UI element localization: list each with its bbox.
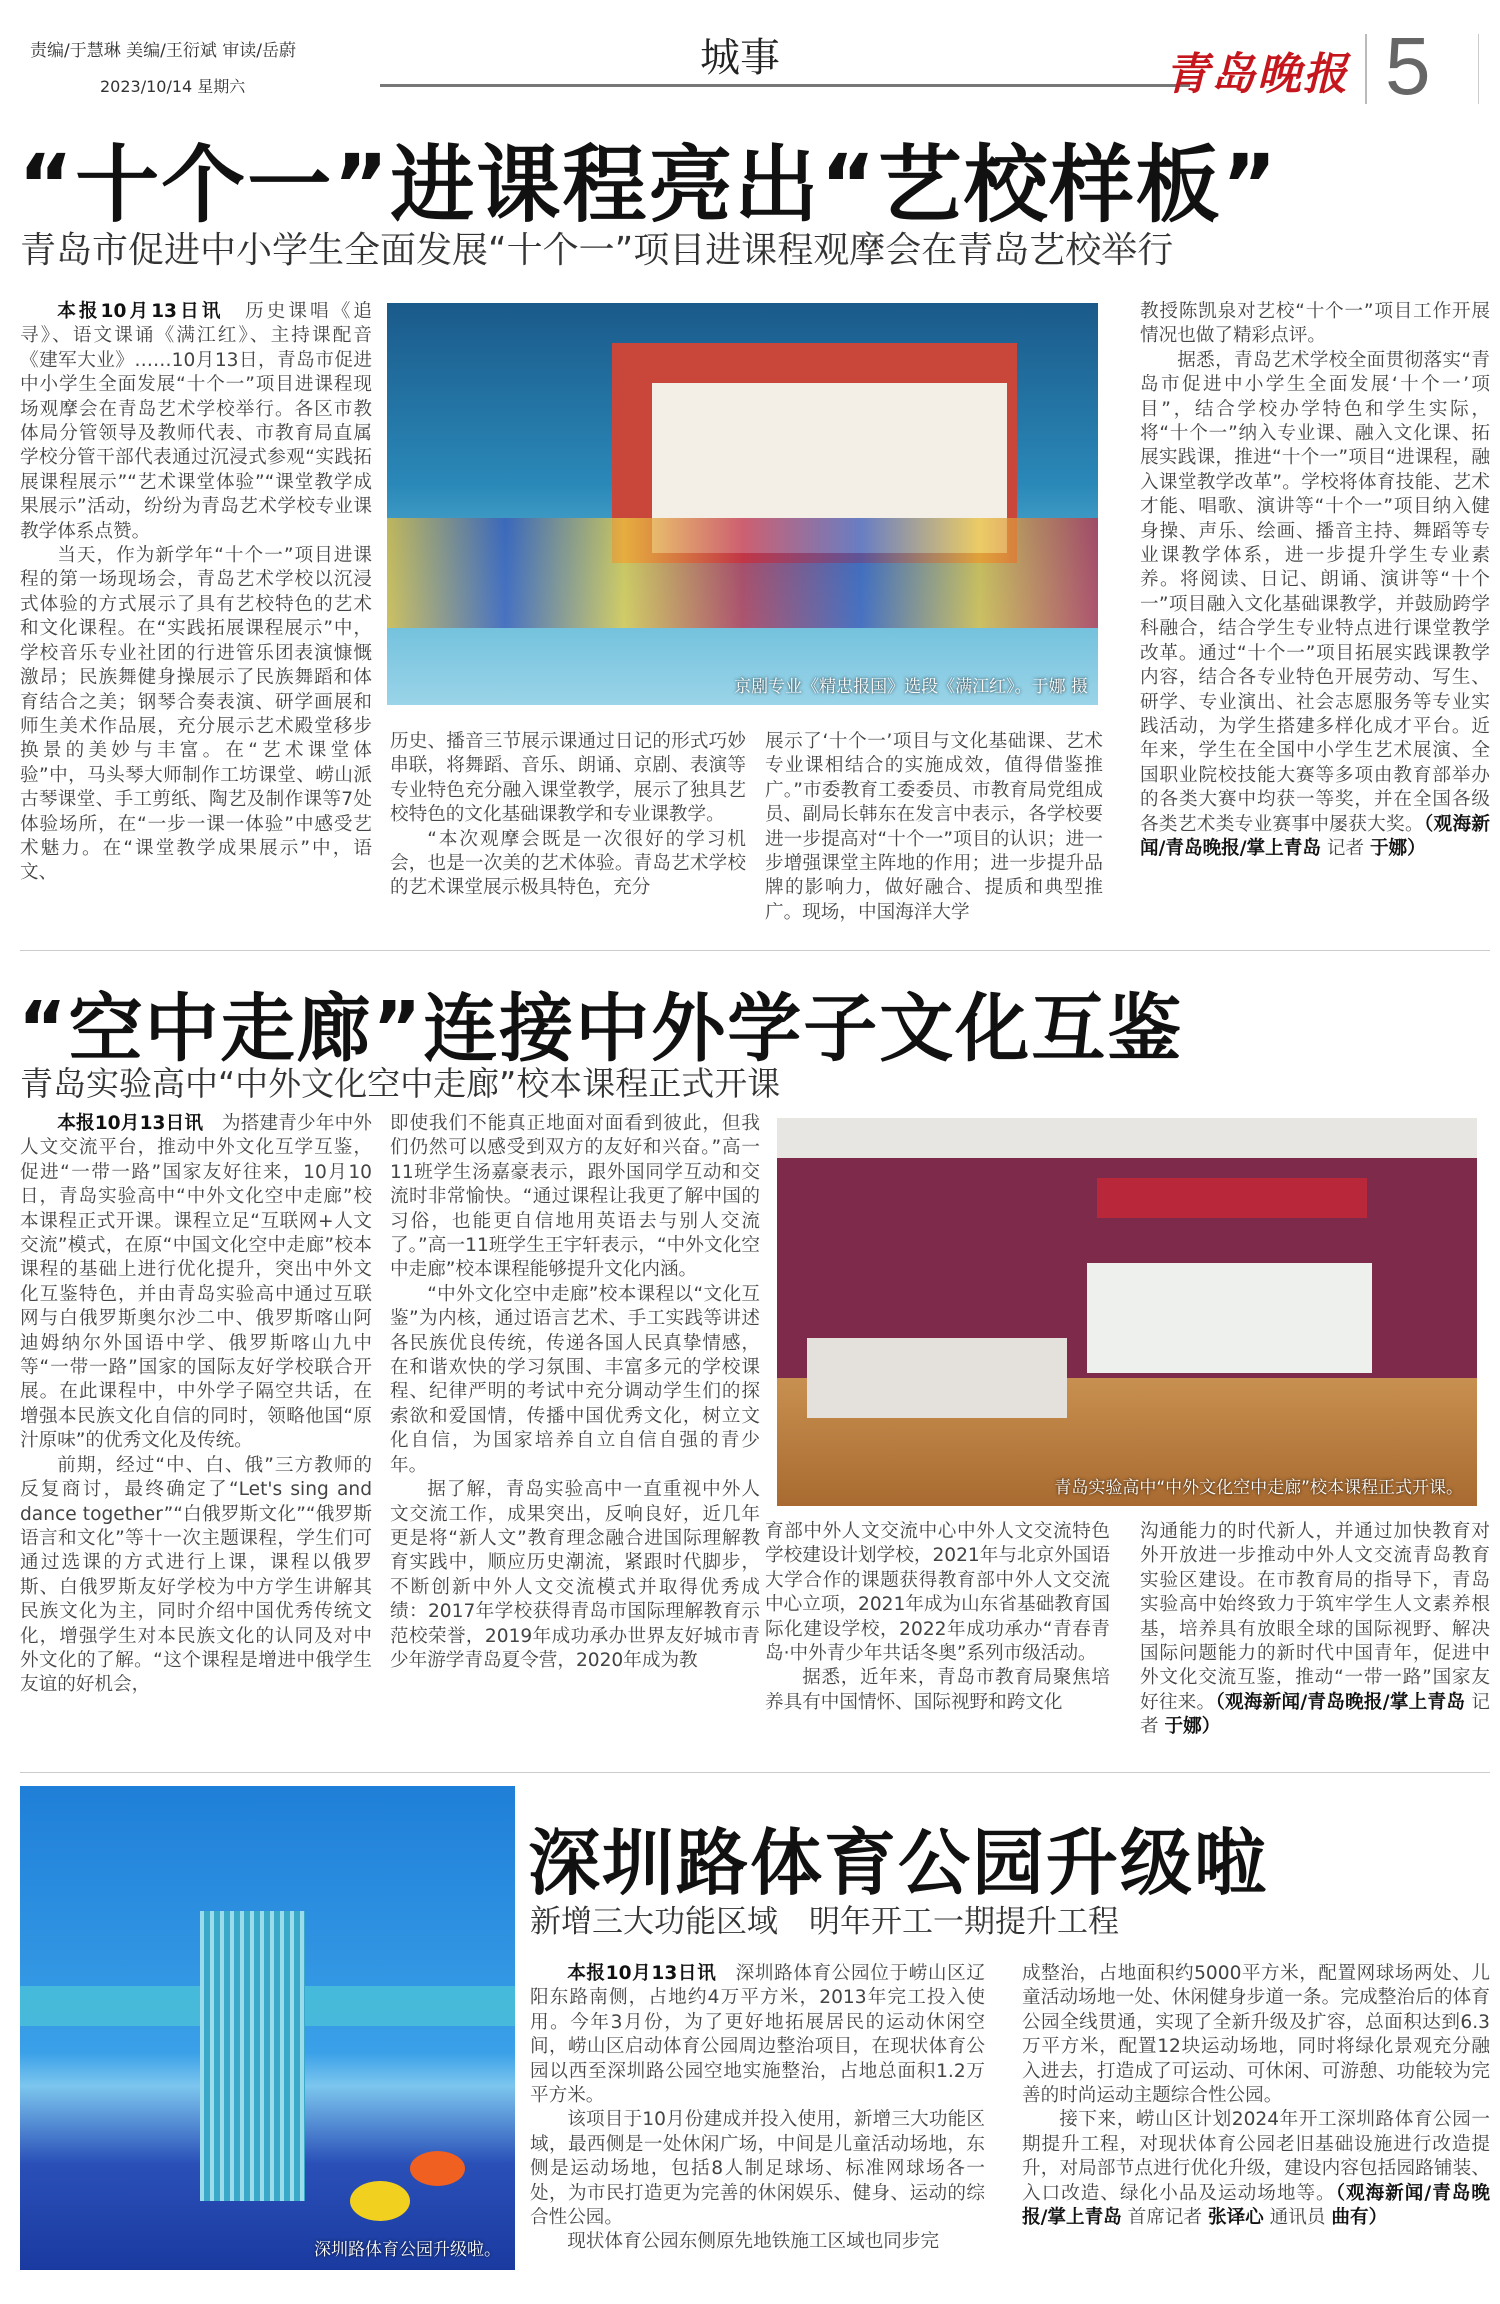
article-3-subtitle: 新增三大功能区域 明年开工一期提升工程: [530, 1904, 1119, 1940]
paragraph-text: 深圳路体育公园位于崂山区辽阳东路南侧，占地约4万平方米，2013年完工投入使用。今年3月份，为了更好地拓展居民的运动休闲空间，崂山区启动体育公园周边整治项目，在现状体育公园以西至深圳路公园空地实施整治，占地总面积1.2万平方米。: [530, 1963, 985, 2107]
article-2-column-3: [765, 1520, 1110, 1760]
article-1-column-4: [1140, 300, 1490, 935]
spiral-tower: [200, 1911, 305, 2201]
paragraph-text: 当天，作为新学年“十个一”项目进课程的第一场现场会，青岛艺术学校以沉浸式体验的方式展示了具有艺校特色的艺术和文化课程。在“实践拓展课程展示”中，学校音乐专业社团的行进管乐团表演慷慨激昂；民族舞健身操展示了民族舞蹈和体育结合之美；钢琴合奏表演、研学画展和师生美术作品展，充分展示艺术殿堂移步换景的美妙与丰富。在“艺术课堂体验”中，马头琴大师制作工坊课堂、崂山派古琴课堂、手工剪纸、陶艺及制作课等7处体验场所，在“一步一课一体验”中感受艺术魅力。在“课堂教学成果展示”中，语文、: [20, 545, 372, 884]
article-1-column-2: [390, 730, 746, 935]
body-paragraph: [1022, 2108, 1490, 2230]
paragraph-text: 接下来，崂山区计划2024年开工深圳路体育公园一期提升工程，对现状体育公园老旧基础设施进行改造提升，对局部节点进行优化升级，建设内容包括园路铺装、入口改造、绿化小品及运动场地等。: [1022, 2109, 1490, 2204]
article-1-headline: “十个一”进课程亮出“艺校样板”: [18, 136, 1279, 234]
byline: 通讯员: [1263, 2207, 1332, 2229]
student-desks: [807, 1338, 1067, 1418]
body-paragraph: [765, 730, 1103, 925]
byline: 于娜）: [1369, 837, 1426, 859]
body-paragraph: [530, 2108, 985, 2230]
body-paragraph: [20, 544, 372, 886]
body-paragraph: [530, 1962, 985, 2108]
article-1-column-1: [20, 300, 372, 935]
editor-credits: 责编/于慧琳 美编/王衍斌 审读/岳蔚: [30, 41, 296, 61]
header-divider-vertical: [1365, 34, 1367, 104]
byline: 张译心: [1207, 2207, 1264, 2229]
classroom-banner: [1097, 1178, 1367, 1218]
byline: （观海新闻/青岛晚报/掌上青岛: [1022, 2182, 1490, 2229]
byline: 记者: [1320, 837, 1370, 859]
body-paragraph: [1022, 1962, 1490, 2108]
photo-caption: 京剧专业《精忠报国》选段《满江红》。于娜 摄: [734, 677, 1088, 697]
body-paragraph: [390, 1112, 760, 1283]
opera-performers: [387, 518, 1098, 628]
article-2-photo: [777, 1118, 1477, 1506]
photo-caption: 青岛实验高中“中外文化空中走廊”校本课程正式开课。: [1054, 1478, 1463, 1498]
dateline: 本报10月13日讯: [57, 301, 246, 322]
article-2-column-2: [390, 1112, 760, 1760]
dateline: 本报10月13日讯: [567, 1963, 736, 1984]
classroom-whiteboard: [1087, 1263, 1372, 1373]
paragraph-text: 现状体育公园东侧原先地铁施工区域也同步完: [567, 2231, 940, 2253]
paragraph-text: 据了解，青岛实验高中一直重视中外人文交流工作，成果突出，反响良好，近几年更是将“新人文”教育理念融合进国际理解教育实践中，顺应历史潮流，紧跟时代脚步，不断创新中外人文交流模式并取得优秀成绩：2017年学校获得青岛市国际理解教育示范校荣誉，2019年成功承办世界友好城市青少年游学青岛夏令营，2020年成为教: [390, 1479, 760, 1671]
article-1-photo: [387, 303, 1098, 705]
body-paragraph: [20, 300, 372, 544]
article-2-subtitle: 青岛实验高中“中外文化空中走廊”校本课程正式开课: [20, 1064, 781, 1103]
body-paragraph: [390, 730, 746, 828]
paragraph-text: 据悉，青岛艺术学校全面贯彻落实“青岛市促进中小学生全面发展‘十个一’项目”，结合学校办学特色和学生实际，将“十个一”纳入专业课、融入文化课、拓展实践课，推进“十个一”项目“进课程，融入课堂教学改革”。学校将体育技能、艺术才能、唱歌、演讲等“十个一”项目纳入健身操、声乐、绘画、播音主持、舞蹈等专业课教学体系，进一步提升学生专业素养。将阅读、日记、朗诵、演讲等“十个一”项目融入文化基础课教学，并鼓励跨学科融合，结合学生专业特点进行课堂教学改革。通过“十个一”项目拓展实践课教学内容，结合各专业特色开展劳动、写生、研学、专业演出、社会志愿服务等专业实践活动，为学生搭建多样化成才平台。近年来，学生在全国中小学生艺术展演、全国职业院校技能大赛等多项由教育部举办的各类大赛中均获一等奖，并在全国各级各类艺术类专业赛事中屡获大奖。: [1140, 349, 1490, 835]
duck-seat: [350, 2181, 410, 2221]
paragraph-text: 即使我们不能真正地面对面看到彼此，但我们仍然可以感受到双方的友好和兴奋。”高一11班学生汤嘉豪表示，跟外国同学互动和交流时非常愉快。“通过课程让我更了解中国的习俗，也能更自信地用英语去与别人交流了。”高一11班学生王宇轩表示，“中外文化空中走廊”校本课程能够提升文化内涵。: [390, 1113, 760, 1281]
byline: （观海新闻/青岛晚报/掌上青岛: [1215, 1691, 1466, 1713]
issue-date: 2023/10/14 星期六: [100, 77, 246, 96]
paragraph-text: 育部中外人文交流中心中外人文交流特色学校建设计划学校，2021年与北京外国语大学合作的课题获得教育部中外人文交流中心立项，2021年成为山东省基础教育国际化建设学校，2022年成功承办“青春青岛·中外青少年共话冬奥”系列市级活动。: [765, 1521, 1110, 1665]
body-paragraph: [20, 1454, 372, 1698]
body-paragraph: [530, 2230, 985, 2254]
byline: 于娜）: [1164, 1716, 1221, 1738]
paragraph-text: 前期，经过“中、白、俄”三方教师的反复商讨，最终确定了“Let's sing and dance together”“白俄罗斯文化”“俄罗斯语言和文化”等十一次主题课程，学生们可通过选课的方式进行上课，课程以俄罗斯、白俄罗斯友好学校为中方学生讲解其民族文化为主，同时介绍中国优秀传统文化，增强学生对本民族文化的认同及对中外文化的了解。“这个课程是增进中俄学生友谊的好机会，: [20, 1454, 372, 1696]
body-paragraph: [390, 828, 746, 901]
byline: 曲有）: [1331, 2207, 1388, 2229]
section-title: 城事: [700, 35, 780, 81]
paragraph-text: 成整治，占地面积约5000平方米，配置网球场两处、儿童活动场地一处、休闲健身步道一条。完成整治后的体育公园全线贯通，实现了全新升级及扩容，总面积达到6.3万平方米，配置12块运动场地，同时将绿化景观充分融入进去，打造成了可运动、可休闲、可游憩、功能较为完善的时尚运动主题综合性公园。: [1022, 1963, 1490, 2107]
article-2-column-4: [1140, 1520, 1490, 1760]
article-3-column-2: [1022, 1962, 1490, 2262]
article-1-column-3: [765, 730, 1103, 935]
paragraph-text: 该项目于10月份建成并投入使用，新增三大功能区域，最西侧是一处休闲广场，中间是儿童活动场地，东侧是运动场地，包括8人制足球场、标准网球场各一处，为市民打造更为完善的休闲娱乐、健身、运动的综合性公园。: [530, 2109, 985, 2229]
body-paragraph: [1140, 300, 1490, 349]
duck-seat: [410, 2151, 465, 2186]
paragraph-text: 据悉，近年来，青岛市教育局聚焦培养具有中国情怀、国际视野和跨文化: [765, 1667, 1110, 1713]
paragraph-text: 为搭建青少年中外人文交流平台，推动中外文化互学互鉴，促进“一带一路”国家友好往来，10月10日，青岛实验高中“中外文化空中走廊”校本课程正式开课。课程立足“互联网+人文交流”模式，在原“中国文化空中走廊”校本课程的基础上进行优化提升，突出中外文化互鉴特色，并由青岛实验高中通过互联网与白俄罗斯奥尔沙二中、俄罗斯喀山阿迪姆纳尔外国语中学、俄罗斯喀山九中等“一带一路”国家的国际友好学校联合开展。在此课程中，中外学子隔空共话，在增强本民族文化自信的同时，领略他国“原汁原味”的优秀文化及传统。: [20, 1113, 372, 1452]
body-paragraph: [1140, 1520, 1490, 1740]
body-paragraph: [20, 1112, 372, 1454]
header-edge-line: [1478, 34, 1479, 104]
article-3-photo: [20, 1786, 515, 2270]
header-divider: [380, 84, 1190, 87]
byline: 首席记者: [1121, 2207, 1208, 2229]
dateline: 本报10月13日讯: [57, 1113, 222, 1134]
article-divider: [20, 1772, 1490, 1773]
body-paragraph: [390, 1478, 760, 1673]
paragraph-text: “本次观摩会既是一次很好的学习机会，也是一次美的艺术体验。青岛艺术学校的艺术课堂展示极具特色，充分: [390, 828, 746, 899]
body-paragraph: [390, 1283, 760, 1478]
byline: 记者: [1140, 1691, 1490, 1738]
classroom-ceiling: [777, 1118, 1477, 1158]
paragraph-text: 历史课唱《追寻》、语文课诵《满江红》、主持课配音《建军大业》……10月13日，青岛市促进中小学生全面发展“十个一”项目进课程现场观摩会在青岛艺术学校举行。各区市教体局分管领导及教师代表、市教育局直属学校分管干部代表通过沉浸式参观“实践拓展课程展示”“艺术课堂体验”“课堂教学成果展示”活动，纷纷为青岛艺术学校专业课教学体系点赞。: [20, 301, 372, 542]
body-paragraph: [765, 1520, 1110, 1666]
article-3-column-1: [530, 1962, 985, 2262]
paragraph-text: 展示了‘十个一’项目与文化基础课、艺术专业课相结合的实施成效，值得借鉴推广。”市委教育工委委员、市教育局党组成员、副局长韩东在发言中表示，各学校要进一步提高对“十个一”项目的认识；进一步增强课堂主阵地的作用；进一步提升品牌的影响力，做好融合、提质和典型推广。现场，中国海洋大学: [765, 731, 1103, 923]
paragraph-text: 历史、播音三节展示课通过日记的形式巧妙串联，将舞蹈、音乐、朗诵、京剧、表演等专业特色充分融入课堂教学，展示了独具艺校特色的文化基础课教学和专业课教学。: [390, 731, 746, 826]
body-paragraph: [1140, 349, 1490, 862]
paragraph-text: 教授陈凯泉对艺校“十个一”项目工作开展情况也做了精彩点评。: [1140, 301, 1490, 347]
article-1-subtitle: 青岛市促进中小学生全面发展“十个一”项目进课程观摩会在青岛艺校举行: [20, 230, 1174, 271]
paragraph-text: 沟通能力的时代新人，并通过加快教育对外开放进一步推动中外人文交流青岛教育实验区建设。在市教育局的指导下，青岛实验高中始终致力于筑牢学生人文素养根基，培养具有放眼全球的国际视野、解决国际问题能力的新时代中国青年，促进中外文化交流互鉴，推动“一带一路”国家友好往来。: [1140, 1521, 1490, 1713]
page-number: 5: [1385, 21, 1431, 112]
paragraph-text: “中外文化空中走廊”校本课程以“文化互鉴”为内核，通过语言艺术、手工实践等讲述各民族优良传统，传递各国人民真挚情感，在和谐欢快的学习氛围、丰富多元的学校课程、纪律严明的考试中充分调动学生们的探索欲和爱国情，传播中国优秀文化，树立文化自信，为国家培养自立自信自强的青少年。: [390, 1283, 760, 1476]
article-2-column-1: [20, 1112, 372, 1760]
article-3-headline: 深圳路体育公园升级啦: [528, 1821, 1269, 1905]
photo-caption: 深圳路体育公园升级啦。: [314, 2240, 501, 2260]
article-divider: [20, 950, 1490, 951]
byline: （观海新闻/青岛晚报/掌上青岛: [1140, 813, 1490, 859]
body-paragraph: [765, 1666, 1110, 1715]
article-2-headline: “空中走廊”连接中外学子文化互鉴: [18, 986, 1184, 1072]
newspaper-logo: 青岛晚报: [1165, 49, 1349, 100]
